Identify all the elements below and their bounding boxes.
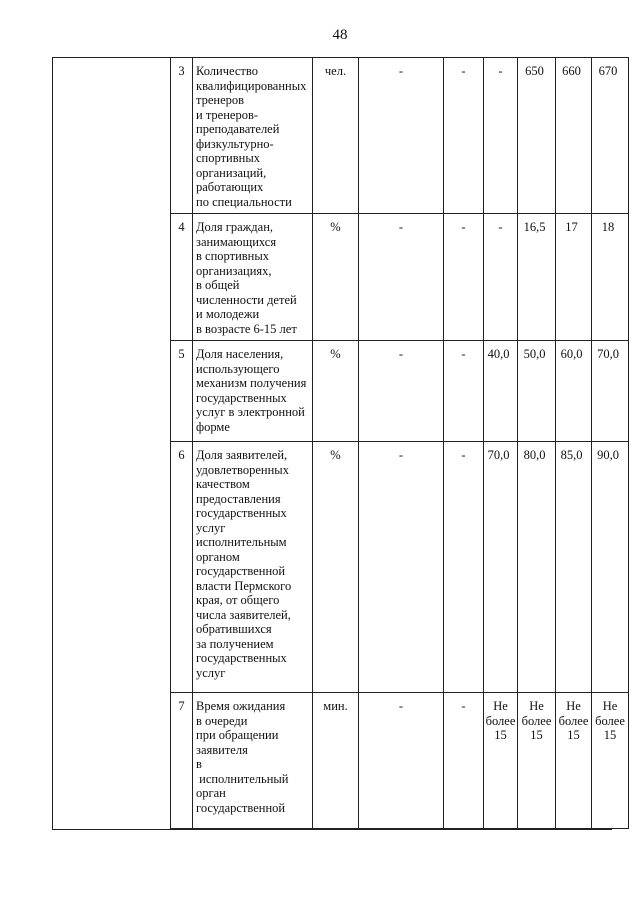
value-cell: 670 [592,58,629,214]
indicator-name-line: удовлетворенных [196,462,289,477]
value-cell: 80,0 [518,442,556,693]
indicator-name-line: услуг [196,665,226,680]
value-cell: Не более 15 [592,693,629,829]
value-cell: 70,0 [592,341,629,442]
indicator-name [193,58,313,214]
value-cell: 90,0 [592,442,629,693]
indicator-name-line: численности детей [196,292,297,307]
indicator-name-line: государственной [196,564,286,578]
unit-cell: % [313,214,359,341]
table-row [53,442,629,693]
value-cell: Не более 15 [484,693,518,829]
value-cell: 60,0 [556,341,592,442]
indicator-name-line: преподавателей [196,122,280,136]
indicator-name-line: числа заявителей, [196,607,291,622]
table-row [53,214,629,341]
indicator-name [193,442,313,693]
value-cell: 70,0 [484,442,518,693]
indicator-name-line: квалифицированных [196,78,307,93]
indicator-name-line: Доля населения, [196,347,284,361]
table-row [53,341,629,442]
value-cell: - [359,693,444,829]
value-cell: Не более 15 [556,693,592,829]
value-cell: - [444,341,484,442]
value-cell: - [359,442,444,693]
indicator-name-line: в очереди [196,713,248,728]
indicator-name-line: края, от общего [196,593,280,607]
indicator-name-line: в спортивных [196,249,269,263]
value-cell: 18 [592,214,629,341]
indicator-name-line: государственных [196,651,287,665]
value-cell: 85,0 [556,442,592,693]
row-number: 3 [171,58,193,214]
value-cell: - [484,58,518,214]
indicator-name-line: качеством [196,477,250,491]
indicator-name-line: тренеров [196,93,245,107]
value-cell: - [444,58,484,214]
unit-cell: чел. [313,58,359,214]
indicators-table [52,57,629,829]
row-number: 6 [171,442,193,693]
indicator-name-line: Время ожидания [196,699,286,713]
value-cell: 17 [556,214,592,341]
indicator-name-line: заявителя [196,742,248,757]
value-cell: - [484,214,518,341]
indicator-name-line: и молодежи [196,307,260,321]
value-cell: 50,0 [518,341,556,442]
value-cell: 650 [518,58,556,214]
value-cell: - [359,58,444,214]
empty-cell [53,693,171,829]
indicator-name-line: власти Пермского [196,578,292,593]
value-cell: 40,0 [484,341,518,442]
indicator-name [193,214,313,341]
indicator-name-line: орган [196,786,226,800]
value-cell: 16,5 [518,214,556,341]
indicator-name-line: обратившихся [196,622,272,636]
value-cell: - [444,693,484,829]
indicator-name-line: Доля граждан, [196,220,274,234]
empty-cell [53,341,171,442]
indicator-name-line: использующего [196,361,280,376]
value-cell: - [359,214,444,341]
page-number: 48 [332,27,348,43]
indicator-name-line: занимающихся [196,234,277,249]
indicator-name-line: за получением [196,636,274,651]
value-cell: Не более 15 [518,693,556,829]
unit-cell: мин. [313,693,359,829]
indicator-name [193,341,313,442]
indicator-name-line: государственных [196,390,287,405]
indicator-name-line: форме [196,419,230,434]
row-number: 5 [171,341,193,442]
indicator-name-line: в возрасте 6-15 лет [196,321,297,336]
indicator-name-line: услуг в электронной [196,405,305,419]
row-number: 7 [171,693,193,829]
indicator-name-line: в [196,757,202,771]
indicator-name-line: органом [196,549,240,564]
indicator-name-line: в общей [196,278,240,292]
row-number: 4 [171,214,193,341]
indicator-name-line: при обращении [196,728,279,742]
table-row [53,58,629,214]
indicator-name-line: работающих [196,180,264,194]
indicator-name-line: исполнительным [196,535,287,549]
indicator-name-line: Количество [196,64,258,78]
value-cell: - [444,214,484,341]
indicator-name-line: государственных [196,506,287,520]
value-cell: 660 [556,58,592,214]
indicator-name-line: механизм получения [196,376,307,390]
indicator-name-line: и тренеров- [196,107,259,122]
indicator-name-line: государственной [196,800,286,815]
indicator-name-line: предоставления [196,491,281,506]
indicator-name-line: Доля заявителей, [196,448,288,462]
indicator-name-line: организациях, [196,263,272,278]
indicator-name-line: исполнительный [196,771,289,786]
unit-cell: % [313,442,359,693]
empty-cell [53,58,171,214]
indicator-name-line: физкультурно- [196,136,274,151]
table-row [53,693,629,829]
indicator-name [193,693,313,829]
empty-cell [53,214,171,341]
unit-cell: % [313,341,359,442]
table-bottom-border [52,829,612,830]
indicator-name-line: спортивных [196,151,260,165]
indicator-name-line: организаций, [196,165,267,180]
indicator-name-line: услуг [196,520,226,535]
value-cell: - [444,442,484,693]
empty-cell [53,442,171,693]
indicator-name-line: по специальности [196,194,292,209]
value-cell: - [359,341,444,442]
